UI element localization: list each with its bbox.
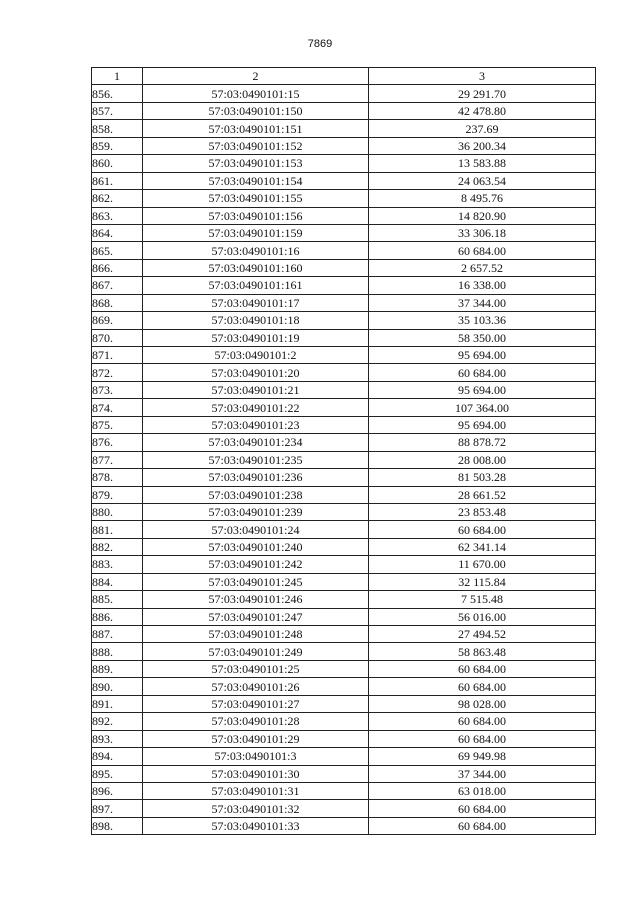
table-row xyxy=(92,102,596,119)
row-number-cell: 864. xyxy=(92,224,143,241)
row-number-cell: 874. xyxy=(92,399,143,416)
table-row xyxy=(92,556,596,573)
row-number-cell: 883. xyxy=(92,556,143,573)
cadastral-number-cell: 57:03:0490101:246 xyxy=(143,591,369,608)
value-cell: 95 694.00 xyxy=(369,416,596,433)
value-cell: 28 008.00 xyxy=(369,451,596,468)
table-row xyxy=(92,800,596,817)
value-cell: 60 684.00 xyxy=(369,713,596,730)
value-cell: 29 291.70 xyxy=(369,85,596,102)
data-table xyxy=(91,67,596,835)
cadastral-number-cell: 57:03:0490101:16 xyxy=(143,242,369,259)
cadastral-number-cell: 57:03:0490101:242 xyxy=(143,556,369,573)
row-number-cell: 880. xyxy=(92,503,143,520)
row-number-cell: 860. xyxy=(92,155,143,172)
row-number-cell: 868. xyxy=(92,294,143,311)
row-number-cell: 895. xyxy=(92,765,143,782)
table-row xyxy=(92,538,596,555)
cadastral-number-cell: 57:03:0490101:25 xyxy=(143,660,369,677)
row-number-cell: 889. xyxy=(92,660,143,677)
cadastral-number-cell: 57:03:0490101:235 xyxy=(143,451,369,468)
table-header-row xyxy=(92,68,596,85)
cadastral-number-cell: 57:03:0490101:20 xyxy=(143,364,369,381)
table-row xyxy=(92,312,596,329)
table-row xyxy=(92,224,596,241)
cadastral-number-cell: 57:03:0490101:234 xyxy=(143,434,369,451)
table-row xyxy=(92,748,596,765)
value-cell: 60 684.00 xyxy=(369,730,596,747)
row-number-cell: 875. xyxy=(92,416,143,433)
table-row xyxy=(92,277,596,294)
cadastral-number-cell: 57:03:0490101:30 xyxy=(143,765,369,782)
table-row xyxy=(92,434,596,451)
value-cell: 62 341.14 xyxy=(369,538,596,555)
row-number-cell: 888. xyxy=(92,643,143,660)
value-cell: 95 694.00 xyxy=(369,347,596,364)
row-number-cell: 866. xyxy=(92,259,143,276)
value-cell: 37 344.00 xyxy=(369,294,596,311)
value-cell: 60 684.00 xyxy=(369,678,596,695)
table-row xyxy=(92,626,596,643)
table-row xyxy=(92,678,596,695)
value-cell: 8 495.76 xyxy=(369,190,596,207)
value-cell: 16 338.00 xyxy=(369,277,596,294)
row-number-cell: 862. xyxy=(92,190,143,207)
value-cell: 60 684.00 xyxy=(369,817,596,834)
table-row xyxy=(92,364,596,381)
row-number-cell: 886. xyxy=(92,608,143,625)
row-number-cell: 887. xyxy=(92,626,143,643)
value-cell: 27 494.52 xyxy=(369,626,596,643)
value-cell: 58 350.00 xyxy=(369,329,596,346)
row-number-cell: 885. xyxy=(92,591,143,608)
value-cell: 60 684.00 xyxy=(369,242,596,259)
table-row xyxy=(92,347,596,364)
table-row xyxy=(92,608,596,625)
cadastral-number-cell: 57:03:0490101:31 xyxy=(143,782,369,799)
table-row xyxy=(92,521,596,538)
value-cell: 37 344.00 xyxy=(369,765,596,782)
cadastral-number-cell: 57:03:0490101:155 xyxy=(143,190,369,207)
value-cell: 7 515.48 xyxy=(369,591,596,608)
table-row xyxy=(92,207,596,224)
value-cell: 69 949.98 xyxy=(369,748,596,765)
value-cell: 32 115.84 xyxy=(369,573,596,590)
value-cell: 60 684.00 xyxy=(369,660,596,677)
cadastral-number-cell: 57:03:0490101:3 xyxy=(143,748,369,765)
row-number-cell: 896. xyxy=(92,782,143,799)
row-number-cell: 867. xyxy=(92,277,143,294)
table-row xyxy=(92,695,596,712)
row-number-cell: 872. xyxy=(92,364,143,381)
value-cell: 13 583.88 xyxy=(369,155,596,172)
cadastral-number-cell: 57:03:0490101:26 xyxy=(143,678,369,695)
table-row xyxy=(92,486,596,503)
value-cell: 63 018.00 xyxy=(369,782,596,799)
table-row xyxy=(92,503,596,520)
table-row xyxy=(92,85,596,102)
column-header-3: 3 xyxy=(369,68,596,85)
table-row xyxy=(92,451,596,468)
row-number-cell: 873. xyxy=(92,381,143,398)
cadastral-number-cell: 57:03:0490101:32 xyxy=(143,800,369,817)
table-row xyxy=(92,817,596,834)
table-row xyxy=(92,713,596,730)
table-row xyxy=(92,155,596,172)
value-cell: 237.69 xyxy=(369,120,596,137)
row-number-cell: 894. xyxy=(92,748,143,765)
row-number-cell: 877. xyxy=(92,451,143,468)
cadastral-number-cell: 57:03:0490101:153 xyxy=(143,155,369,172)
cadastral-number-cell: 57:03:0490101:28 xyxy=(143,713,369,730)
cadastral-number-cell: 57:03:0490101:29 xyxy=(143,730,369,747)
table-row xyxy=(92,381,596,398)
row-number-cell: 858. xyxy=(92,120,143,137)
cadastral-number-cell: 57:03:0490101:22 xyxy=(143,399,369,416)
cadastral-number-cell: 57:03:0490101:239 xyxy=(143,503,369,520)
table-body xyxy=(92,85,596,835)
value-cell: 107 364.00 xyxy=(369,399,596,416)
value-cell: 95 694.00 xyxy=(369,381,596,398)
row-number-cell: 893. xyxy=(92,730,143,747)
table-row xyxy=(92,591,596,608)
column-header-1: 1 xyxy=(92,68,143,85)
value-cell: 28 661.52 xyxy=(369,486,596,503)
cadastral-number-cell: 57:03:0490101:15 xyxy=(143,85,369,102)
value-cell: 11 670.00 xyxy=(369,556,596,573)
cadastral-number-cell: 57:03:0490101:245 xyxy=(143,573,369,590)
cadastral-number-cell: 57:03:0490101:154 xyxy=(143,172,369,189)
row-number-cell: 857. xyxy=(92,102,143,119)
cadastral-number-cell: 57:03:0490101:152 xyxy=(143,137,369,154)
row-number-cell: 871. xyxy=(92,347,143,364)
table-row xyxy=(92,242,596,259)
row-number-cell: 856. xyxy=(92,85,143,102)
row-number-cell: 865. xyxy=(92,242,143,259)
table-row xyxy=(92,120,596,137)
cadastral-number-cell: 57:03:0490101:17 xyxy=(143,294,369,311)
table-row xyxy=(92,469,596,486)
cadastral-number-cell: 57:03:0490101:151 xyxy=(143,120,369,137)
table-row xyxy=(92,765,596,782)
row-number-cell: 861. xyxy=(92,172,143,189)
row-number-cell: 869. xyxy=(92,312,143,329)
table-row xyxy=(92,137,596,154)
cadastral-number-cell: 57:03:0490101:240 xyxy=(143,538,369,555)
value-cell: 33 306.18 xyxy=(369,224,596,241)
table-row xyxy=(92,172,596,189)
row-number-cell: 884. xyxy=(92,573,143,590)
value-cell: 60 684.00 xyxy=(369,364,596,381)
table-row xyxy=(92,329,596,346)
row-number-cell: 859. xyxy=(92,137,143,154)
cadastral-number-cell: 57:03:0490101:18 xyxy=(143,312,369,329)
row-number-cell: 882. xyxy=(92,538,143,555)
table-row xyxy=(92,573,596,590)
table-row xyxy=(92,643,596,660)
row-number-cell: 863. xyxy=(92,207,143,224)
cadastral-number-cell: 57:03:0490101:236 xyxy=(143,469,369,486)
cadastral-number-cell: 57:03:0490101:27 xyxy=(143,695,369,712)
row-number-cell: 881. xyxy=(92,521,143,538)
table-row xyxy=(92,730,596,747)
value-cell: 60 684.00 xyxy=(369,800,596,817)
page-number: 7869 xyxy=(307,38,333,50)
value-cell: 88 878.72 xyxy=(369,434,596,451)
cadastral-number-cell: 57:03:0490101:161 xyxy=(143,277,369,294)
row-number-cell: 878. xyxy=(92,469,143,486)
value-cell: 14 820.90 xyxy=(369,207,596,224)
cadastral-number-cell: 57:03:0490101:160 xyxy=(143,259,369,276)
table-row xyxy=(92,190,596,207)
value-cell: 42 478.80 xyxy=(369,102,596,119)
cadastral-number-cell: 57:03:0490101:33 xyxy=(143,817,369,834)
table-row xyxy=(92,660,596,677)
cadastral-number-cell: 57:03:0490101:159 xyxy=(143,224,369,241)
value-cell: 24 063.54 xyxy=(369,172,596,189)
cadastral-number-cell: 57:03:0490101:156 xyxy=(143,207,369,224)
cadastral-number-cell: 57:03:0490101:21 xyxy=(143,381,369,398)
value-cell: 23 853.48 xyxy=(369,503,596,520)
row-number-cell: 890. xyxy=(92,678,143,695)
value-cell: 98 028.00 xyxy=(369,695,596,712)
value-cell: 60 684.00 xyxy=(369,521,596,538)
table-row xyxy=(92,259,596,276)
value-cell: 58 863.48 xyxy=(369,643,596,660)
row-number-cell: 898. xyxy=(92,817,143,834)
cadastral-number-cell: 57:03:0490101:23 xyxy=(143,416,369,433)
table-row xyxy=(92,782,596,799)
table-row xyxy=(92,399,596,416)
row-number-cell: 876. xyxy=(92,434,143,451)
value-cell: 2 657.52 xyxy=(369,259,596,276)
cadastral-number-cell: 57:03:0490101:19 xyxy=(143,329,369,346)
table-row xyxy=(92,294,596,311)
value-cell: 35 103.36 xyxy=(369,312,596,329)
table-row xyxy=(92,416,596,433)
row-number-cell: 891. xyxy=(92,695,143,712)
cadastral-number-cell: 57:03:0490101:238 xyxy=(143,486,369,503)
value-cell: 36 200.34 xyxy=(369,137,596,154)
row-number-cell: 892. xyxy=(92,713,143,730)
column-header-2: 2 xyxy=(143,68,369,85)
row-number-cell: 870. xyxy=(92,329,143,346)
row-number-cell: 879. xyxy=(92,486,143,503)
cadastral-number-cell: 57:03:0490101:247 xyxy=(143,608,369,625)
row-number-cell: 897. xyxy=(92,800,143,817)
value-cell: 56 016.00 xyxy=(369,608,596,625)
cadastral-number-cell: 57:03:0490101:24 xyxy=(143,521,369,538)
cadastral-number-cell: 57:03:0490101:150 xyxy=(143,102,369,119)
cadastral-number-cell: 57:03:0490101:249 xyxy=(143,643,369,660)
cadastral-number-cell: 57:03:0490101:2 xyxy=(143,347,369,364)
value-cell: 81 503.28 xyxy=(369,469,596,486)
cadastral-number-cell: 57:03:0490101:248 xyxy=(143,626,369,643)
